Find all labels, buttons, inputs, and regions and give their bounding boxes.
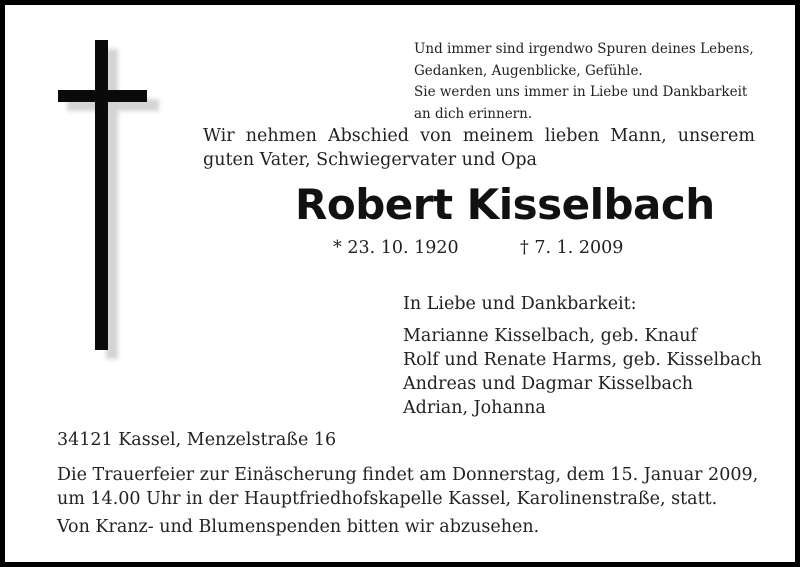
poem-line: Gedanken, Augenblicke, Gefühle.: [414, 62, 643, 79]
intro-word: meinem: [462, 126, 534, 146]
ceremony-notice: [57, 463, 767, 511]
mourner-entry: Andreas und Dagmar Kisselbach: [403, 374, 694, 394]
intro-word: lieben: [544, 126, 600, 146]
intro-line-1: [203, 124, 755, 148]
intro-line-2: guten Vater, Schwiegervater und Opa: [203, 150, 537, 170]
poem-line: Und immer sind irgendwo Spuren deines Lebens,: [414, 41, 754, 57]
poem-line: an dich erinnern.: [414, 105, 533, 122]
intro-word: Wir: [203, 126, 235, 146]
mourner-entry: Marianne Kisselbach, geb. Knauf: [403, 326, 698, 346]
cross-vertical-bar: [95, 40, 108, 350]
farewell-intro: [203, 124, 755, 172]
cross-horizontal-bar: [58, 90, 147, 102]
mourner-entry: Rolf und Renate Harms, geb. Kisselbach: [403, 350, 762, 370]
death-date: † 7. 1. 2009: [520, 238, 624, 258]
intro-word: unserem: [677, 126, 755, 146]
mourners: [403, 292, 773, 420]
deceased-name: Robert Kisselbach: [295, 180, 715, 229]
poem-line: Sie werden uns immer in Liebe und Dankbarkeit: [414, 84, 748, 100]
intro-word: von: [420, 126, 452, 146]
address: 34121 Kassel, Menzelstraße 16: [57, 430, 337, 450]
poem: [414, 39, 774, 125]
birth-date: * 23. 10. 1920: [333, 238, 459, 258]
ceremony-line: Die Trauerfeier zur Einäscherung findet am Donnerstag, dem 15. Januar 2009,: [57, 465, 759, 485]
flowers-note: Von Kranz- und Blumenspenden bitten wir abzusehen.: [57, 517, 540, 537]
ceremony-line: um 14.00 Uhr in der Hauptfriedhofskapelle Kassel, Karolinenstraße, statt.: [57, 489, 718, 509]
intro-word: Mann,: [610, 126, 667, 146]
mourners-heading: In Liebe und Dankbarkeit:: [403, 294, 637, 314]
intro-word: nehmen: [245, 126, 317, 146]
intro-word: Abschied: [327, 126, 409, 146]
mourner-entry: Adrian, Johanna: [403, 398, 546, 418]
